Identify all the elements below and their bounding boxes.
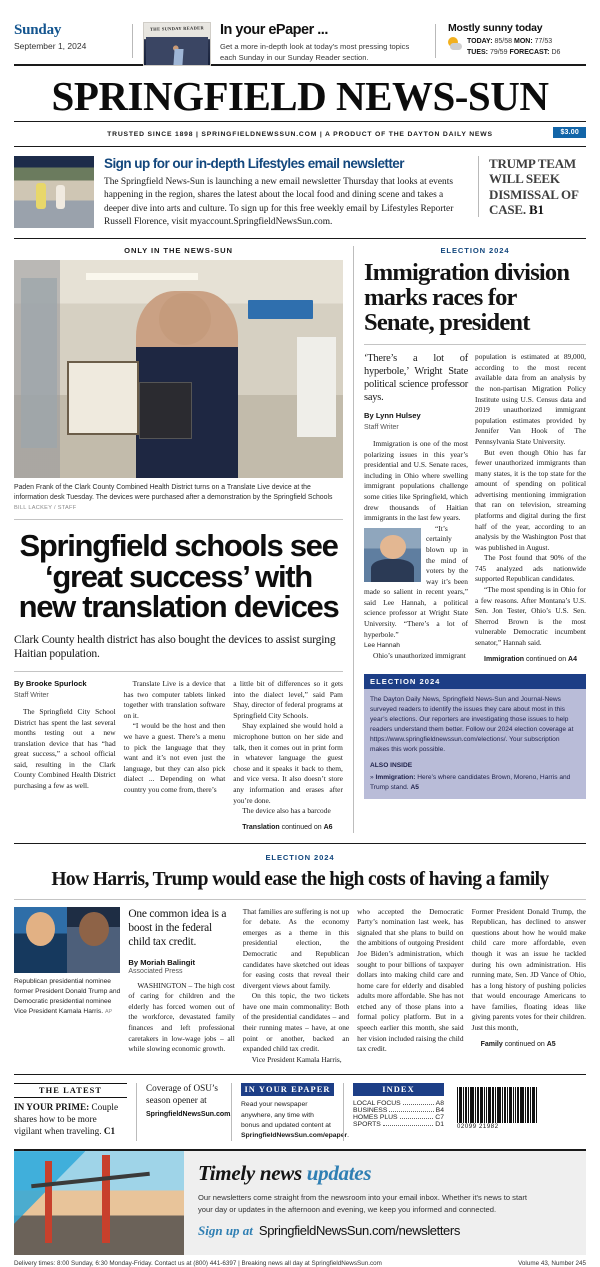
promo-text: The Springfield News-Sun is launching a new email newsletter Thursday that looks at events happening in the region, shares the latest about the local food and dining scene and takes a deeper dive into arts and culture. To sign up for this free weekly email by Lifestyles Reporter Russell Florence, visit myaccount.SpringfieldNewsSun.com. [104,177,454,228]
lead-byline: By Brooke Spurlock [14,679,87,689]
imm-continued-text: continued on [524,655,569,663]
divider-2 [435,24,436,58]
weather-mon-value: 77/53 [534,38,553,45]
in-your-epaper-box [231,1083,350,1141]
mugshot-caption: Lee Hannah [364,642,400,650]
immigration-byline-title: Staff Writer [364,424,399,432]
footer-line [14,1255,586,1267]
lead-continued[interactable] [233,823,343,833]
imm-c2-p3: The Post found that 90% of the 745 analyzed ads nationwide supported Republican candidates. [475,553,586,584]
index-dots [389,1111,433,1112]
fam-c4-p1: Former President Donald Trump, the Republican, has declined to answer questions about how he would make child care more affordable, even though it was an issue he tackled during his own administration. His running mate, Sen. JD Vance of Ohio, has a long history of pushing policies that would encourage Americans to have families, floating ideas like giving parents votes for their children. Just this month, [471,906,586,1033]
index-page: B4 [435,1107,444,1115]
ad-headline-part1: Timely news [198,1161,307,1186]
lead-c1-p1: The Springfield City School District has spent the last several months testing out a new translation device that has “had great success,” a school official said, resulting in the Clark County Combined Health District purchasing a few as well. [14,707,116,791]
immigration-columns [364,345,586,664]
epaper-thumb-tie [174,49,184,65]
lead-c3-p2: Shay explained she would hold a microphone button on her side and talk, then it comes out in print form in whatever language the guest chose and it speaks it back to them, and vice versa. It also doesn’t store any information and erases after you’re done. [233,721,343,805]
information-sign [248,300,314,320]
promo-refer[interactable] [478,156,586,217]
full-date: September 1, 2024 [14,41,87,51]
epaper-box-text[interactable] [241,1096,350,1141]
fam-c2-p1: That families are suffering is not up for debate. As the economy emerges as a theme in this presidential election, the Democratic and Republican candidates have sketched out ideas for easing costs that reveal their divergent views about family. [242,906,350,990]
family-columns [14,900,586,1066]
index-header: INDEX [353,1083,444,1096]
latest-label: IN YOUR PRIME: [14,1102,90,1113]
lead-headline[interactable]: Springfield schools see ‘great success’ with new translation devices [18,528,339,625]
index-box [343,1083,453,1141]
weather-headline: Mostly sunny today [448,22,543,34]
ad-cta-label: Sign up at [198,1223,253,1239]
index-row[interactable] [353,1114,444,1121]
trust-line [14,122,586,146]
epaper-text [220,22,435,63]
latest-body: Couple shares how to be more vigilant when traveling. [14,1102,119,1136]
epaper-text-end: . [347,1131,350,1139]
lead-kicker: ONLY IN THE NEWS-SUN [124,246,233,256]
refer-text: TRUMP TEAM WILL SEEK DISMISSAL OF CASE. [489,156,579,217]
immigration-kicker: ELECTION 2024 [440,246,510,256]
family-story [14,843,586,1066]
index-name: SPORTS [353,1121,381,1129]
immigration-column-1 [364,352,475,664]
lead-photo [14,260,343,478]
ad-cta[interactable] [198,1216,574,1239]
family-byline: By Moriah Balingit [128,957,196,967]
barcode-box [453,1083,573,1141]
fam-continued-text: continued on [502,1040,547,1048]
election-info-box [364,674,586,799]
index-dots [403,1104,434,1105]
family-photo-caption [14,973,120,1017]
lead-continued-text: continued on [279,823,324,831]
lead-column-3 [233,679,343,833]
lead-subhead: Clark County health district has also bought the devices to assist surging Haitian population. [14,633,343,673]
osu-source: SpringfieldNewsSun.com. [146,1110,233,1118]
trump-harris-photo [14,907,120,973]
ad-body [184,1151,586,1255]
epaper-thumb-masthead: THE SUNDAY READER [149,25,205,32]
lead-story [14,246,354,832]
weather-forecast-label: FORECAST: [509,48,550,56]
family-column-4 [472,907,586,1066]
imm-continued-label: Immigration [484,655,525,663]
newsletter-ad[interactable] [14,1149,586,1255]
price-badge: $3.00 [553,127,586,138]
weather-block[interactable] [446,22,586,58]
weather-forecast-value: D6 [551,48,561,56]
immigration-continued[interactable] [475,655,586,665]
epaper-promo[interactable] [143,22,435,66]
epaper-text-url: SpringfieldNewsSun.com/epaper [241,1131,348,1139]
date-block [14,22,132,51]
imm-c1-p2: “It’s certainly blown up in the mind of voters by the way it’s been made so salient in recent years,” said Lee Hannah, a political science professor at Wright State University. “There’s a lot of hyperbole.” [364,523,468,639]
lead-c3-p1: a little bit of differences so it gets into the dialect level,” said Pam Shay, director of federal programs at Springfield City Schools. [233,679,343,720]
lead-c3-p3: The device also has a barcode [242,806,331,816]
epaper-box-header: IN YOUR EPAPER [241,1083,334,1096]
ad-photo [14,1151,184,1255]
weather-tues-label: TUES: [467,48,488,56]
item-label: Immigration: [375,773,416,781]
weather-today-label: TODAY: [467,38,493,45]
lead-c2-p2: “I would be the host and then we have a guest. There’s a menu to pick the language that they want and it’s not even just the language, but they can also pick dialect ... Depending on what country you come from, there’s [123,721,226,794]
election-box-body: The Dayton Daily News, Springfield News-Sun and Journal-News surveyed readers to identify the issues they care about most in this year’s elections. Our reporters are investigating those issues to help readers understand them better. Follow our 2024 election coverage at https://www.springfieldnewssun.com/elections/. Your subscription makes this work possible. [370,695,574,753]
immigration-column-2 [475,352,586,664]
index-page: A8 [435,1100,444,1108]
index-dots [383,1125,433,1126]
index-page: C7 [435,1114,444,1122]
family-photo-credit: AP [104,1008,113,1015]
family-caption-text: Republican presidential nominee former President Donald Trump and Democratic presidential nominee Vice President Kamala Harris. [14,977,121,1015]
lead-byline-title: Staff Writer [14,692,49,699]
immigration-headline[interactable]: Immigration division marks races for Senate, president [364,260,586,345]
caption-text: Paden Frank of the Clark County Combined Health District turns on a Translate Live device at the information desk Tuesday. The devices were purchased after a demonstration by the Springfield Schools [14,484,333,502]
weather-values [467,37,560,58]
ad-cta-url: SpringfieldNewsSun.com/newsletters [258,1223,460,1239]
barcode [457,1083,564,1123]
immigration-story [354,246,586,832]
family-column-2 [243,907,357,1066]
also-inside-item[interactable] [370,773,580,793]
trust-text: TRUSTED SINCE 1898 | SPRINGFIELDNEWSSUN.COM | A PRODUCT OF THE DAYTON DAILY NEWS [107,131,493,138]
bottom-bar [14,1074,586,1141]
the-latest-header: THE LATEST [14,1083,127,1098]
imm-c1-p1: Immigration is one of the most polarizing issues in this year’s presidential and U.S. Senate races, including in Ohio where swelling immigrant populations challenge some cities like Springfield, which drew thousands of Haitian immigrants in the last few years. [364,439,468,523]
index-name: BUSINESS [353,1107,388,1115]
lead-c2-p1: Translate Live is a device that has two computer tablets linked together with translation software on it. [123,679,226,720]
footer-left: Delivery times: 8:00 Sunday, 6:30 Monday-Friday. Contact us at (800) 441-6397 | Breaking news all day at SpringfieldNewsSun.com [14,1260,382,1267]
item-page: A5 [410,783,419,791]
weather-mon-label: MON: [513,38,533,45]
family-byline-title: Associated Press [128,967,183,975]
family-deck: One common idea is a boost in the federal child tax credit. [128,907,227,949]
weather-today-value: 85/58 [494,38,513,45]
election-box-header: ELECTION 2024 [364,674,586,689]
the-latest-text[interactable] [14,1098,127,1137]
index-row[interactable] [353,1121,444,1128]
trump-photo [14,907,67,973]
item-text: Here’s where candidates Brown, Moreno, Harris and Trump stand. [370,773,571,791]
fam-c3-p1: who accepted the Democratic Party’s nomination last week, has signaled that she plans to build on the ambitions of outgoing President Joe Biden’s administration, which sought to pour billions of taxpayer dollars into making child care and home care for elderly and disabled adults more affordable. She has not etched any of those plans into a formal policy platform. But in a speech earlier this month, she said her vision included raising the child tax credit. [357,906,464,1054]
lead-continued-label: Translation [242,823,280,831]
barcode-number: 02099 21982 [457,1124,499,1131]
day-of-week: Sunday [14,22,62,38]
fam-continued-page: A5 [546,1040,556,1048]
fam-c2-p3: Vice President Kamala Harris, [251,1054,342,1064]
refer-page: B1 [529,201,544,217]
masthead [14,66,586,121]
index-list [353,1096,444,1128]
index-name: LOCAL FOCUS [353,1100,401,1108]
sun-cloud-icon [448,37,463,52]
lead-continued-page: A6 [323,823,333,831]
index-row[interactable] [353,1107,444,1114]
family-headline[interactable]: How Harris, Trump would ease the high costs of having a family [14,867,586,900]
imm-c2-p2: But even though Ohio has far fewer unauthorized immigrants than many states, it is the top state for the amount of spending on political advertising mentioning immigration that ran on television, streaming platforms and digital during the first half of the year, according to an analysis by the Washington Post that was published in August. [475,447,586,552]
latest-page: C1 [103,1125,116,1136]
osu-text: Coverage of OSU’s season opener at [146,1083,218,1106]
ad-headline-part2: updates [306,1161,372,1186]
lead-column-1 [14,679,124,833]
imm-continued-page: A4 [568,655,577,663]
promo-body [104,156,478,229]
weather-tues-value: 79/59 [489,48,508,56]
promo-title: Sign up for our in-depth Lifestyles email newsletter [104,156,404,171]
index-row[interactable] [353,1100,444,1107]
divider [132,24,133,58]
lead-photo-caption [14,478,343,520]
also-inside-label: ALSO INSIDE [370,761,413,769]
harris-photo [67,907,120,973]
index-name: HOMES PLUS [353,1114,398,1122]
skybox [14,0,586,60]
lead-column-2 [124,679,234,833]
fam-c2-p2: On this topic, the two tickets have one main commonality: Both of the presidential candidates – and their running mates – have, at one point or another, backed an expanded child tax credit. [242,991,350,1054]
imm-c1-p3: Ohio’s unauthorized immigrant [373,650,466,660]
the-latest-box [14,1083,136,1141]
family-kicker: ELECTION 2024 [265,852,335,862]
newspaper-title: SPRINGFIELD NEWS-SUN [51,73,549,119]
epaper-title: In your ePaper ... [220,22,328,38]
promo-photo [14,156,94,228]
newsletter-promo[interactable] [14,147,586,238]
lee-hannah-mugshot [364,528,421,582]
osu-box[interactable] [136,1083,231,1141]
family-photo-column [14,907,128,1066]
epaper-text-lead: Read your newspaper anywhere, any time with bonus and updated content at [241,1101,331,1129]
family-deck-column [128,907,242,1066]
immigration-deck: ‘There’s a lot of hyperbole,’ Wright State political science professor says. [364,353,468,404]
ad-headline [198,1161,574,1186]
index-dots [400,1118,434,1119]
imm-c2-p1: population is estimated at 89,000, according to the most recent available data from an analysis by the non-partisan Migration Policy Institute using U.S. Census data and 2019 unauthorized immigrant population estimates provided by Jennifer Van Hook of The Pennsylvania State University. [475,352,586,446]
photo-credit: BILL LACKEY / STAFF [14,505,77,512]
item-bullet: » [370,773,376,781]
fam-continued-label: Family [480,1040,503,1048]
epaper-description: Get a more in-depth look at today's most pressing topics each Sunday in our Sunday Reader section. [220,42,410,62]
imm-c2-p4: “The most spending is in Ohio for a few reasons. After Montana’s U.S. Sen. Jon Tester, Ohio’s U.S. Sen. Sherrod Brown is the most vulnerable Democratic incumbent senator,” Hannah said. [475,585,586,647]
family-continued[interactable] [472,1040,586,1050]
family-column-3 [357,907,471,1066]
index-page: D1 [435,1121,444,1129]
epaper-thumbnail [143,22,211,66]
ad-paragraph: Our newsletters come straight from the newsroom into your email inbox. Whether it's news to start your day or updates in the afternoon and evening, we keep you informed and connected. [198,1193,527,1215]
footer-right: Volume 43, Number 245 [518,1260,586,1267]
main-content [14,239,586,832]
lead-body-columns [14,672,343,833]
fam-c1-p1: WASHINGTON – The high cost of caring for children and the elderly has forced women out of the workforce, devastated family finances and left professional caretakers in low-wage jobs – all while slowing economic growth. [128,980,235,1054]
immigration-byline: By Lynn Hulsey [364,411,421,421]
